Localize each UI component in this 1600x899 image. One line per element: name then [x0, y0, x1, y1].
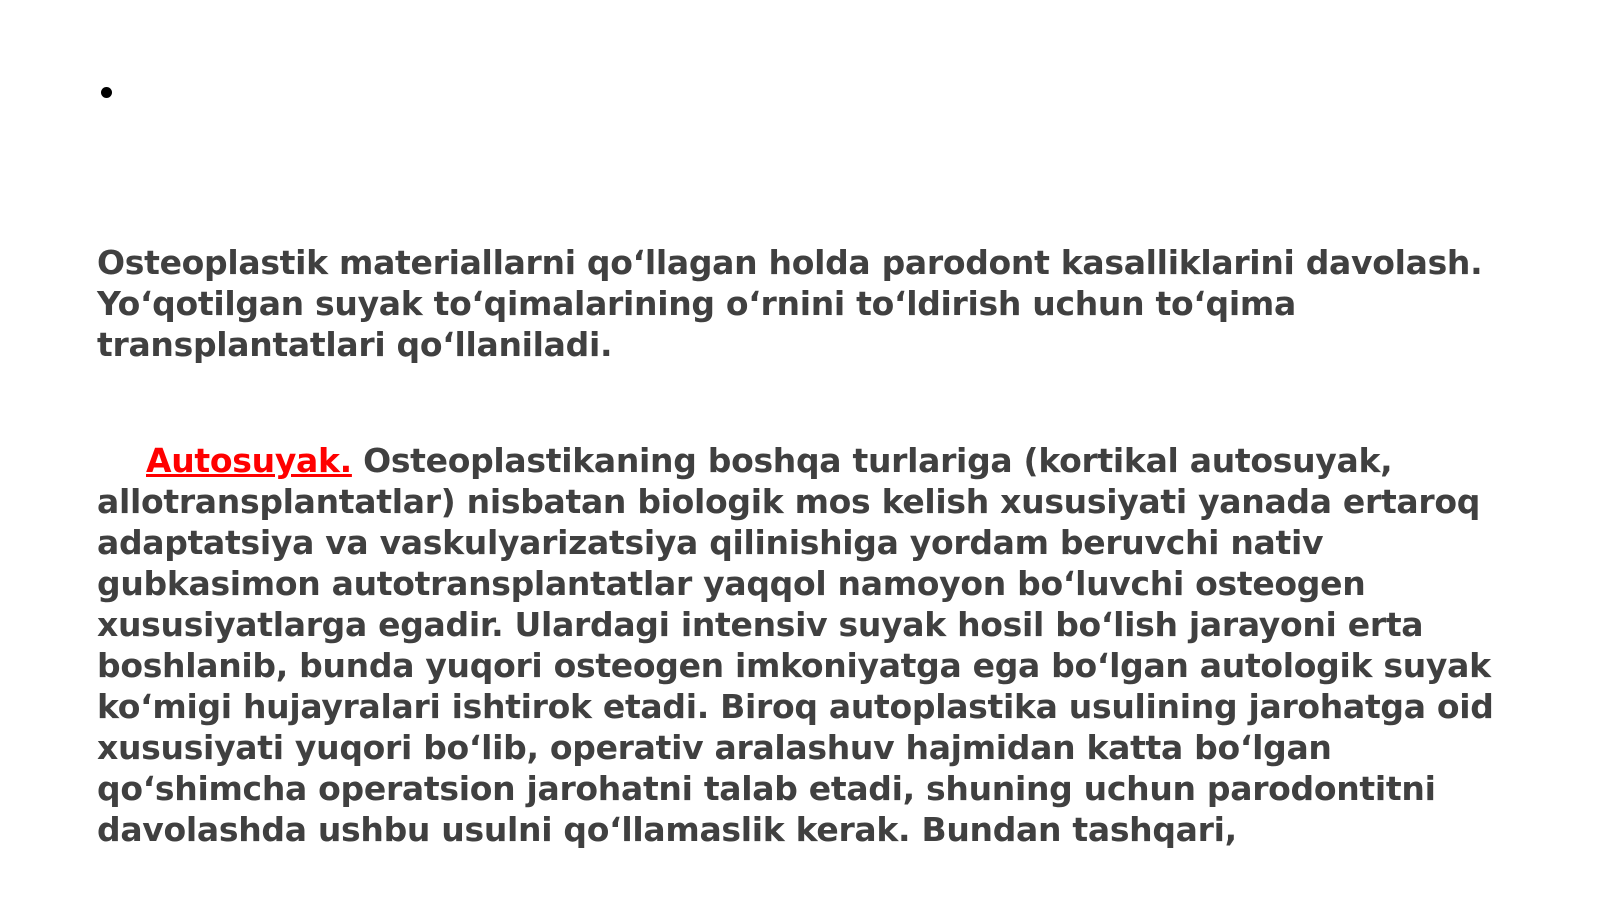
bullet-point [101, 87, 112, 98]
autosuyak-link[interactable]: Autosuyak. [146, 441, 352, 480]
intro-paragraph: Osteoplastik materiallarni qo‘llagan holda parodont kasalliklarini davolash. Yo‘qotilgan suyak to‘qimalarining o‘rnini to‘ldirish uchun to‘qima transplantatlari qo‘llaniladi. [97, 243, 1483, 364]
autosuyak-paragraph [97, 440, 1517, 850]
autosuyak-text: Osteoplastikaning boshqa turlariga (kortikal autosuyak, allotransplantatlar) nisbatan biologik mos kelish xususiyati yanada ertaroq adaptatsiya va vaskulyarizatsiya qilinishiga yordam beruvchi nativ gubkasimon autotransplantatlar yaqqol namoyon bo‘luvchi osteogen xususiyatlarga egadir. Ulardagi intensiv suyak hosil bo‘lish jarayoni erta boshlanib, bunda yuqori osteogen imkoniyatga ega bo‘lgan autologik suyak ko‘migi hujayralari ishtirok etadi. Biroq autoplastika usulining jarohatga oid xususiyati yuqori bo‘lib, operativ aralashuv hajmidan katta bo‘lgan qo‘shimcha operatsion jarohatni talab etadi, shuning uchun parodontitni davolashda ushbu usulni qo‘llamaslik kerak. Bundan tashqari, [97, 441, 1494, 849]
